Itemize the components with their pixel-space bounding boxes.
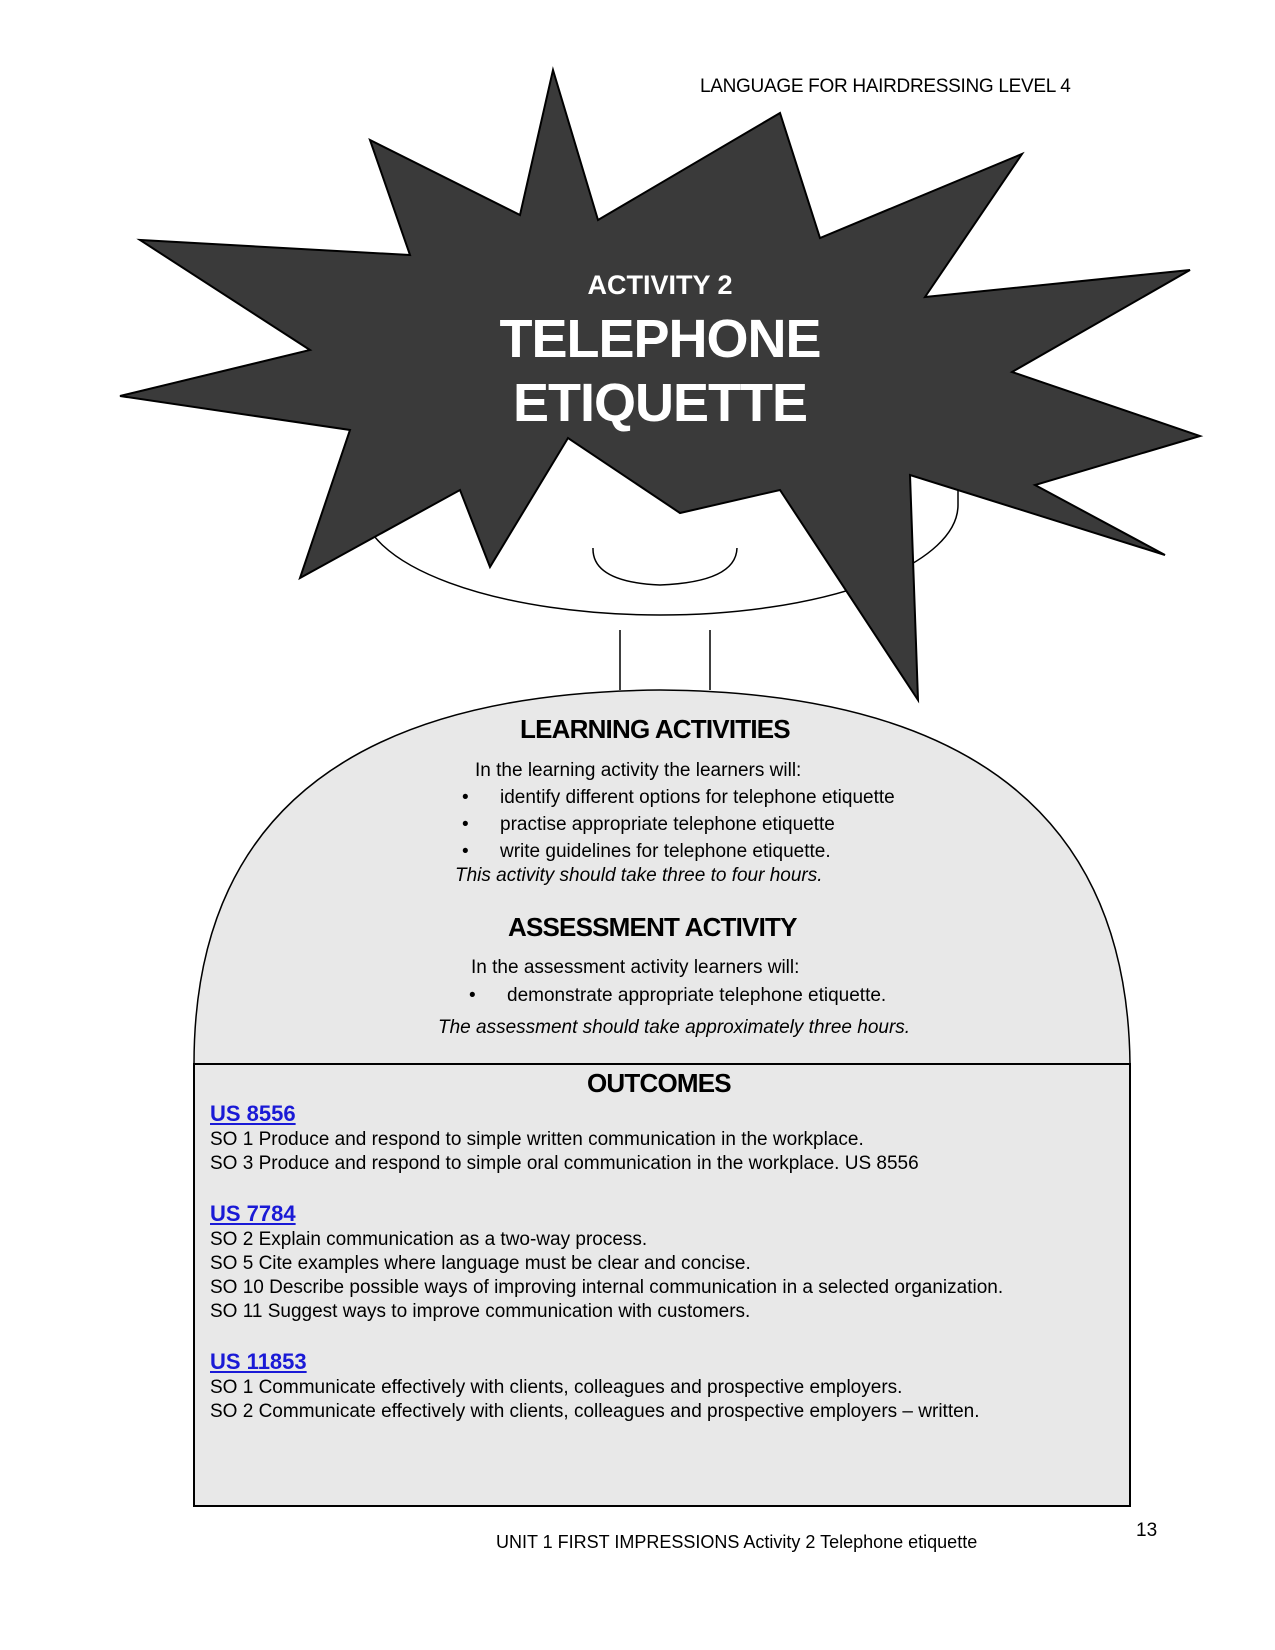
list-item: • demonstrate appropriate telephone etiquette. [507,982,886,1009]
us-code-link[interactable]: US 11853 [210,1349,307,1374]
outcome-group-us7784 [210,1200,1003,1324]
assessment-duration: The assessment should take approximately three hours. [438,1017,911,1038]
bullet-icon: • [462,841,469,862]
specific-outcome: SO 10 Describe possible ways of improving internal communication in a selected organization. [210,1277,1004,1298]
page-number: 13 [1136,1520,1158,1541]
learning-duration: This activity should take three to four hours. [455,865,823,886]
specific-outcome: SO 1 Communicate effectively with clients, colleagues and prospective employers. [210,1377,903,1398]
list-item: • practise appropriate telephone etiquette [500,811,895,838]
title-line-1: TELEPHONE [499,309,821,369]
footer-text: UNIT 1 FIRST IMPRESSIONS Activity 2 Telephone etiquette [496,1532,978,1552]
assessment-list [469,982,887,1009]
title-block [440,270,880,435]
specific-outcome: SO 5 Cite examples where language must be clear and concise. [210,1253,751,1274]
outcome-group-us11853 [210,1348,980,1424]
specific-outcome: SO 11 Suggest ways to improve communication with customers. [210,1301,751,1322]
list-item: • identify different options for telephone etiquette [500,784,895,811]
activity-label: ACTIVITY 2 [587,270,733,300]
specific-outcome: SO 2 Explain communication as a two-way process. [210,1229,648,1250]
bullet-icon: • [469,985,476,1006]
title-line-2: ETIQUETTE [512,373,807,433]
specific-outcome: SO 1 Produce and respond to simple written communication in the workplace. [210,1129,864,1150]
specific-outcome: SO 2 Communicate effectively with clients, colleagues and prospective employers – written. [210,1401,980,1422]
bullet-icon: • [462,814,469,835]
us-code-link[interactable]: US 7784 [210,1201,296,1226]
us-code-link[interactable]: US 8556 [210,1101,296,1126]
outcome-group-us8556 [210,1100,919,1176]
bullet-icon: • [462,787,469,808]
learning-list [462,784,895,865]
assessment-heading: ASSESSMENT ACTIVITY [508,912,797,942]
list-item: • write guidelines for telephone etiquette. [500,838,895,865]
outcomes-heading: OUTCOMES [587,1068,731,1098]
learning-heading: LEARNING ACTIVITIES [520,714,790,744]
specific-outcome: SO 3 Produce and respond to simple oral communication in the workplace. US 8556 [210,1153,919,1174]
learning-intro: In the learning activity the learners will: [475,760,802,781]
assessment-intro: In the assessment activity learners will: [471,957,800,978]
header-text: LANGUAGE FOR HAIRDRESSING LEVEL 4 [700,76,1071,97]
neck [620,630,710,690]
